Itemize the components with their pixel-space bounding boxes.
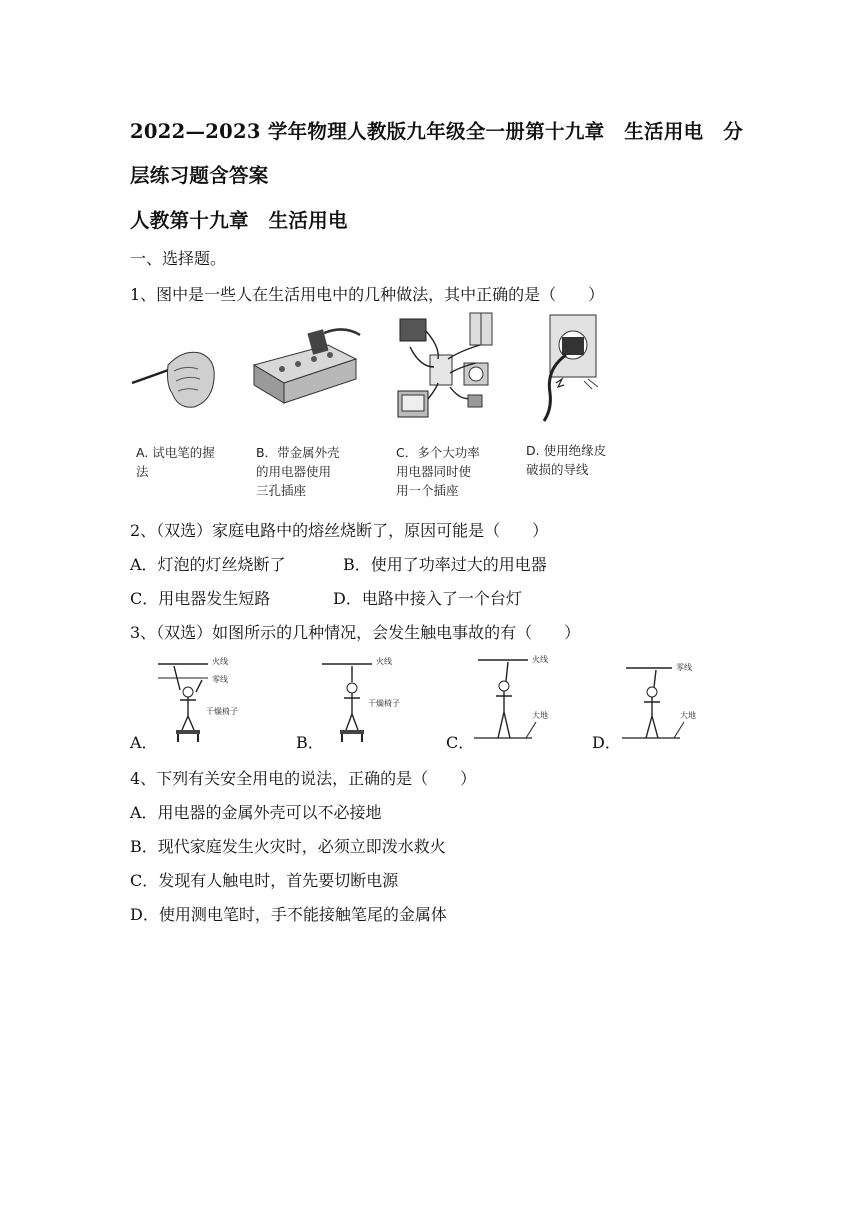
q2-option-d: D．电路中接入了一个台灯	[333, 589, 522, 608]
svg-text:干燥椅子: 干燥椅子	[206, 707, 238, 716]
q2-stem: 2、（双选）家庭电路中的熔丝烧断了，原因可能是（ ）	[130, 521, 549, 540]
q3-figure-row	[128, 652, 728, 752]
q3-figure-d	[622, 656, 732, 748]
q1-caption-b: B．带金属外壳 的用电器使用 三孔插座	[256, 445, 340, 498]
q1-caption-a: A. 试电笔的握 法	[136, 445, 215, 479]
q1-stem: 1、图中是一些人在生活用电中的几种做法，其中正确的是（ ）	[130, 285, 605, 304]
q1-figure-row	[128, 305, 628, 505]
q3-label-c: C．	[446, 733, 475, 752]
q3-figure-a	[158, 652, 268, 744]
svg-text:干燥椅子: 干燥椅子	[368, 699, 400, 708]
q3-label-d: D．	[592, 733, 621, 752]
svg-text:大地: 大地	[532, 711, 548, 720]
q3-label-b: B．	[296, 733, 324, 752]
q2-option-c: C．用电器发生短路	[130, 589, 271, 608]
test-pen-grip-image	[128, 335, 228, 415]
q3-stem: 3、（双选）如图所示的几种情况，会发生触电事故的有（ ）	[130, 623, 581, 642]
doc-title-line-2: 层练习题含答案	[130, 164, 269, 187]
svg-text:零线: 零线	[676, 663, 692, 672]
chapter-heading: 人教第十九章 生活用电	[130, 209, 348, 232]
svg-text:大地: 大地	[680, 711, 696, 720]
overloaded-socket-image	[390, 307, 500, 422]
q2-option-b: B．使用了功率过大的用电器	[343, 555, 547, 574]
q4-option-b: B．现代家庭发生火灾时，必须立即泼水救火	[130, 837, 446, 856]
q1-caption-c: C．多个大功率 用电器同时使 用一个插座	[396, 445, 480, 498]
q3-figure-b	[322, 652, 432, 744]
q4-option-c: C．发现有人触电时，首先要切断电源	[130, 871, 399, 890]
q4-option-d: D．使用测电笔时，手不能接触笔尾的金属体	[130, 905, 447, 924]
q3-label-a: A．	[130, 733, 158, 752]
doc-title-line-1: 2022—2023 学年物理人教版九年级全一册第十九章 生活用电 分	[130, 120, 744, 143]
svg-text:火线: 火线	[212, 657, 228, 666]
damaged-wire-image	[536, 309, 616, 424]
q4-stem: 4、下列有关安全用电的说法，正确的是（ ）	[130, 769, 477, 788]
q3-figure-c	[474, 652, 584, 744]
svg-text:零线: 零线	[212, 675, 228, 684]
q4-option-a: A．用电器的金属外壳可以不必接地	[130, 803, 382, 822]
q2-option-a: A．灯泡的灯丝烧断了	[130, 555, 286, 574]
section-heading: 一、选择题。	[130, 249, 227, 268]
q1-caption-d: D. 使用绝缘皮 破损的导线	[526, 443, 607, 477]
svg-text:火线: 火线	[376, 657, 392, 666]
power-strip-image	[248, 325, 363, 415]
svg-text:火线: 火线	[532, 655, 548, 664]
